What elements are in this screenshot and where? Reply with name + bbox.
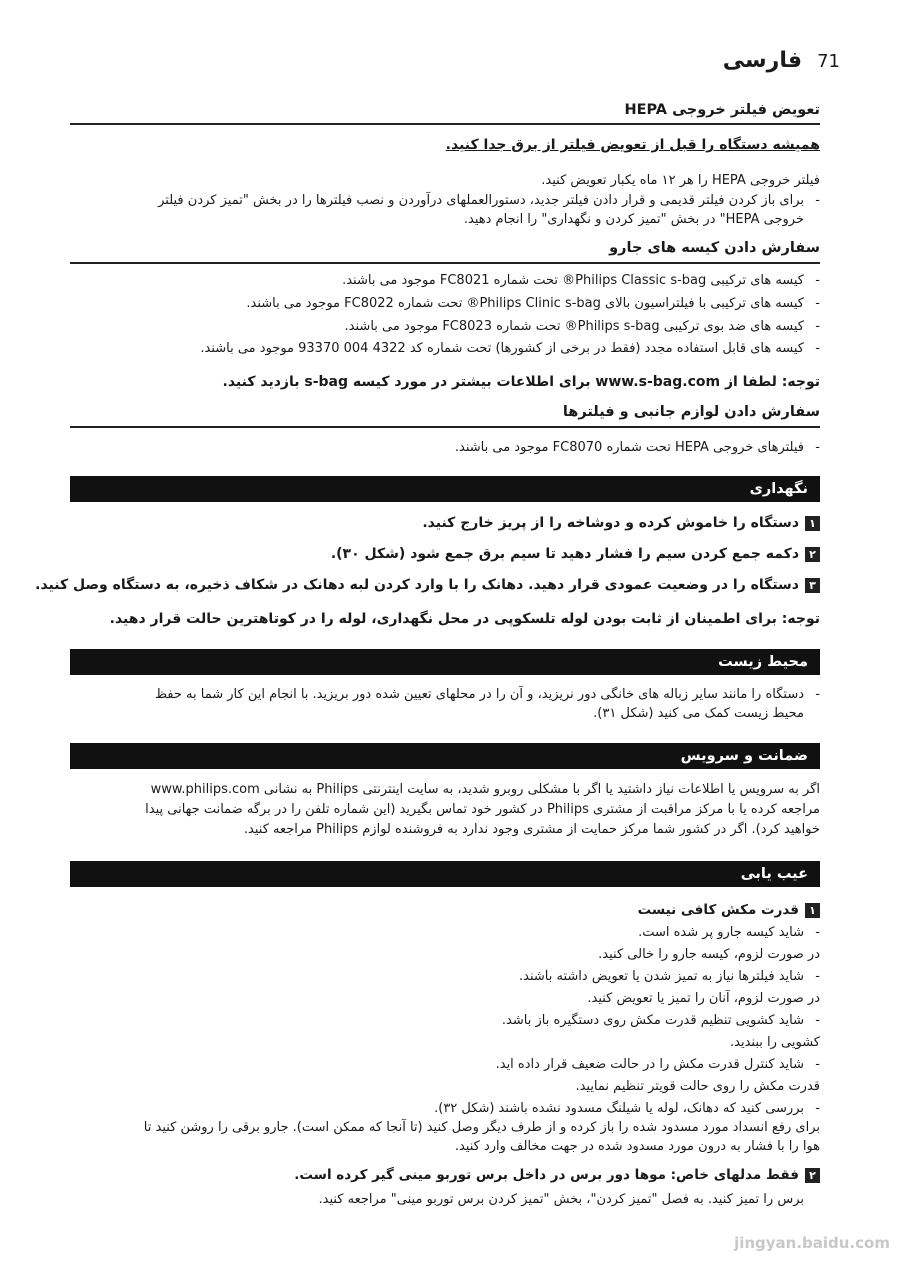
troubleshooting-text: برای رفع انسداد مورد مسدود شده را باز کرده و از طرف دیگر وصل کنید (تا آنجا که ممکن است). جارو برقی را روشن کنید تا (143, 1120, 820, 1135)
list-dash: - (815, 925, 820, 940)
warranty-line-3: خواهید کرد). اگر در کشور شما مرکز حمایت از مشتری وجود ندارد به فروشنده لوازم Philips مراجعه کنید. (243, 822, 820, 837)
warranty-line-1: اگر به سرویس یا اطلاعات نیاز داشتید یا اگر با مشکلی روبرو شدید، به سایت اینترنتی Philips به نشانی www.philips.com (150, 782, 820, 797)
accessories-heading: سفارش دادن لوازم جانبی و فیلترها (562, 404, 820, 420)
troubleshooting-text: در صورت لزوم، کیسه جارو را خالی کنید. (598, 947, 820, 962)
bag-item: - کیسه های ترکیبی Philips Classic s-bag® تحت شماره FC8021 موجود می باشند. (342, 273, 820, 288)
list-dash: - (815, 1101, 820, 1116)
troubleshooting-text: در صورت لزوم، آنان را تمیز یا تعویض کنید. (587, 991, 820, 1006)
bag-item: - کیسه های ضد بوی ترکیبی Philips s-bag® تحت شماره FC8023 موجود می باشند. (344, 319, 820, 334)
list-dash: - (815, 1057, 820, 1072)
hepa-line-2: - برای باز کردن فیلتر قدیمی و قرار دادن فیلتر جدید، دستورالعملهای درآوردن و نصب فیلترها را در بخش "تمیز کردن فیلتر (158, 193, 820, 208)
environment-line-1: - دستگاه را مانند سایر زباله های خانگی دور نریزید، و آن را در محلهای تعیین شده دور بریزید. با انجام این کار شما به حفظ (154, 687, 820, 702)
troubleshooting-text: شاید کنترل قدرت مکش را در حالت ضعیف قرار داده اید. (495, 1057, 804, 1072)
troubleshooting-heading-bar: عیب یابی (70, 861, 820, 887)
troubleshooting-text: شاید کشویی تنظیم قدرت مکش روی دستگیره باز باشد. (501, 1013, 804, 1028)
page-title: فارسی (722, 48, 802, 73)
hepa-heading: تعویض فیلتر خروجی HEPA (624, 102, 820, 118)
troubleshooting-solution (70, 1078, 820, 1095)
troubleshooting-text: شاید کیسه جارو پر شده است. (638, 925, 804, 940)
bags-heading: سفارش دادن کیسه های جارو (609, 240, 820, 256)
troubleshooting-text: بررسی کنید که دهانک، لوله یا شیلنگ مسدود نشده باشند (شکل ۳۲). (434, 1101, 804, 1116)
troubleshooting-solution (70, 946, 820, 963)
troubleshooting-text: هوا را با فشار به درون مورد مسدود شده در جهت مخالف وارد کنید. (454, 1139, 820, 1154)
storage-note: توجه: برای اطمینان از ثابت بودن لوله تلسکوپی در محل نگهداری، لوله را در کوتاهترین حالت قرار دهید. (109, 611, 820, 627)
environment-line-2: محیط زیست کمک می کنید (شکل ۳۱). (593, 706, 804, 721)
list-dash: - (815, 969, 820, 984)
environment-heading-bar: محیط زیست (70, 649, 820, 675)
problem-2-line: برس را تمیز کنید. به فصل "تمیز کردن"، بخش "تمیز کردن برس توربو مینی" مراجعه کنید. (318, 1192, 804, 1207)
troubleshooting-text: کشویی را ببندید. (730, 1035, 820, 1050)
troubleshooting-solution (70, 990, 820, 1007)
hepa-warning: همیشه دستگاه را قبل از تعویض فیلتر از برق جدا کنید. (445, 137, 820, 153)
problem-2-title: ۲فقط مدلهای خاص: موها دور برس در داخل برس توربو مینی گیر کرده است. (70, 1167, 820, 1183)
warranty-heading-bar: ضمانت و سرویس (70, 743, 820, 769)
troubleshooting-check (70, 1056, 820, 1073)
troubleshooting-check (70, 968, 820, 985)
troubleshooting-text: قدرت مکش را روی حالت قویتر تنظیم نمایید. (575, 1079, 820, 1094)
problem-1-title: ۱قدرت مکش کافی نیست (70, 902, 820, 918)
troubleshooting-solution (70, 1034, 820, 1051)
storage-step: ۳دستگاه را در وضعیت عمودی قرار دهید. دهانک را با وارد کردن لبه دهانک در شکاف ذخیره، به دستگاه وصل کنید. (70, 577, 820, 593)
hepa-line-1: فیلتر خروجی HEPA را هر ۱۲ ماه یکبار تعویض کنید. (541, 173, 820, 188)
bag-item: - کیسه های قابل استفاده مجدد (فقط در برخی از کشورها) تحت شماره کد 4322 004 93370 موجود می باشند. (200, 341, 820, 356)
list-dash: - (815, 1013, 820, 1028)
hepa-line-3: خروجی HEPA" در بخش "تمیز کردن و نگهداری" را انجام دهید. (463, 212, 804, 227)
section-divider (70, 123, 820, 125)
accessory-item: - فیلترهای خروجی HEPA تحت شماره FC8070 موجود می باشند. (454, 440, 820, 455)
troubleshooting-check (70, 1100, 820, 1117)
warranty-line-2: مراجعه کرده یا با مرکز مراقبت از مشتری Philips در کشور خود تماس بگیرید (این شماره تلفن را در برگه ضمانت جهانی پیدا (145, 802, 820, 817)
storage-step: ۲دکمه جمع کردن سیم را فشار دهید تا سیم برق جمع شود (شکل ۳۰). (70, 546, 820, 562)
troubleshooting-check (70, 924, 820, 941)
troubleshooting-solution (70, 1138, 820, 1155)
bag-item: - کیسه های ترکیبی با فیلتراسیون بالای Philips Clinic s-bag® تحت شماره FC8022 موجود می باشند. (246, 296, 820, 311)
section-divider (70, 262, 820, 264)
troubleshooting-text: شاید فیلترها نیاز به تمیز شدن یا تعویض داشته باشند. (519, 969, 804, 984)
page-number: 71 (817, 51, 840, 72)
troubleshooting-solution (70, 1119, 820, 1136)
troubleshooting-check (70, 1012, 820, 1029)
section-divider (70, 426, 820, 428)
storage-heading-bar: نگهداری (70, 476, 820, 502)
watermark: jingyan.baidu.com (734, 1234, 890, 1252)
bags-note: توجه: لطفا از www.s-bag.com برای اطلاعات بیشتر در مورد کیسه s-bag بازدید کنید. (222, 374, 820, 390)
storage-step: ۱دستگاه را خاموش کرده و دوشاخه را از پریز خارج کنید. (70, 515, 820, 531)
